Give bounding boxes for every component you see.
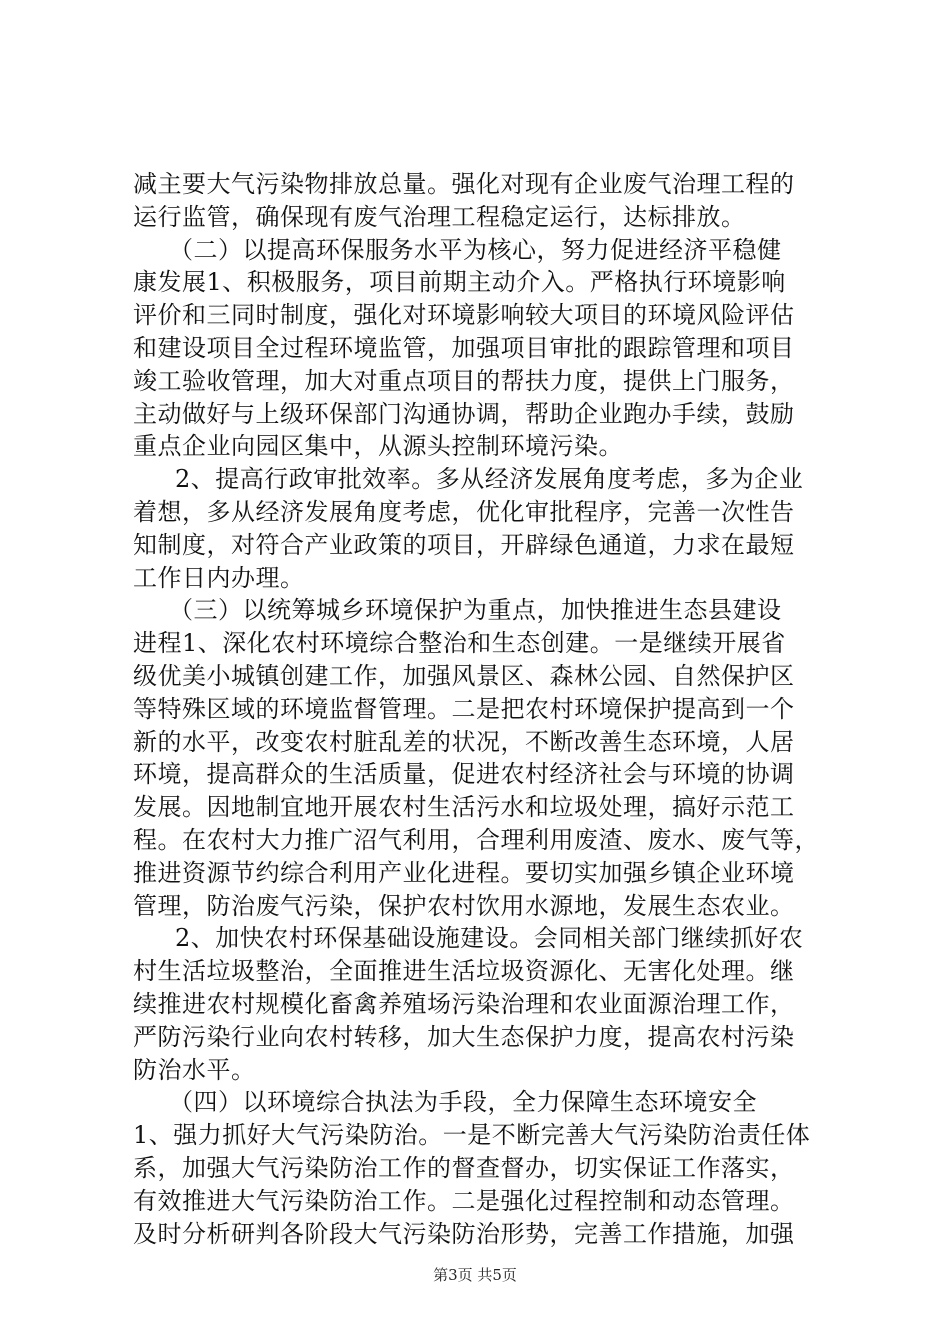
text-line: 发展。因地制宜地开展农村生活污水和垃圾处理，搞好示范工 [133,793,795,822]
section-heading-line: （四）以环境综合执法为手段，全力保障生态环境安全 [169,1088,757,1117]
text-line: 村生活垃圾整治，全面推进生活垃圾资源化、无害化处理。继 [133,957,795,986]
body-text [133,168,833,1250]
text-line: 主动做好与上级环保部门沟通协调，帮助企业跑办手续，鼓励 [133,399,795,428]
text-line: 续推进农村规模化畜禽养殖场污染治理和农业面源治理工作， [133,989,795,1018]
text-line: 及时分析研判各阶段大气污染防治形势，完善工作措施，加强 [133,1219,795,1248]
section-heading-line: （二）以提高环保服务水平为核心，努力促进经济平稳健 [169,235,782,264]
text-line: 评价和三同时制度，强化对环境影响较大项目的环境风险评估 [133,301,795,330]
text-line: 新的水平，改变农村脏乱差的状况，不断改善生态环境，人居 [133,727,795,756]
text-line: 运行监管，确保现有废气治理工程稳定运行，达标排放。 [133,202,746,231]
text-line: 竣工验收管理，加大对重点项目的帮扶力度，提供上门服务， [133,366,795,395]
text-line: 防治水平。 [133,1055,256,1084]
paragraph-start-line: 2、提高行政审批效率。多从经济发展角度考虑，多为企业 [175,465,804,494]
text-line: 级优美小城镇创建工作，加强风景区、森林公园、自然保护区 [133,661,795,690]
text-line: 进程1、深化农村环境综合整治和生态创建。一是继续开展省 [133,629,786,658]
text-line: 严防污染行业向农村转移，加大生态保护力度，提高农村污染 [133,1022,795,1051]
text-line: 1、强力抓好大气污染防治。一是不断完善大气污染防治责任体 [133,1121,811,1150]
text-line: 知制度，对符合产业政策的项目，开辟绿色通道，力求在最短 [133,530,795,559]
page-footer: 第3页 共5页 [433,1266,517,1284]
section-heading-line: （三）以统筹城乡环境保护为重点，加快推进生态县建设 [169,596,782,625]
text-line: 有效推进大气污染防治工作。二是强化过程控制和动态管理。 [133,1186,795,1215]
text-line: 减主要大气污染物排放总量。强化对现有企业废气治理工程的 [133,170,795,198]
paragraph-start-line: 2、加快农村环保基础设施建设。会同相关部门继续抓好农 [175,924,804,953]
text-line: 重点企业向园区集中，从源头控制环境污染。 [133,432,623,461]
text-line: 和建设项目全过程环境监管，加强项目审批的跟踪管理和项目 [133,333,795,362]
text-line: 程。在农村大力推广沼气利用，合理利用废渣、废水、废气等， [133,825,819,854]
text-line: 推进资源节约综合利用产业化进程。要切实加强乡镇企业环境 [133,858,795,887]
text-line: 系，加强大气污染防治工作的督查督办，切实保证工作落实， [133,1153,795,1182]
text-line: 康发展1、积极服务，项目前期主动介入。严格执行环境影响 [133,268,786,297]
text-line: 等特殊区域的环境监督管理。二是把农村环境保护提高到一个 [133,694,795,723]
text-line: 着想，多从经济发展角度考虑，优化审批程序，完善一次性告 [133,497,795,526]
text-line: 管理，防治废气污染，保护农村饮用水源地，发展生态农业。 [133,891,795,920]
text-line: 工作日内办理。 [133,563,305,592]
text-line: 环境，提高群众的生活质量，促进农村经济社会与环境的协调 [133,760,795,789]
